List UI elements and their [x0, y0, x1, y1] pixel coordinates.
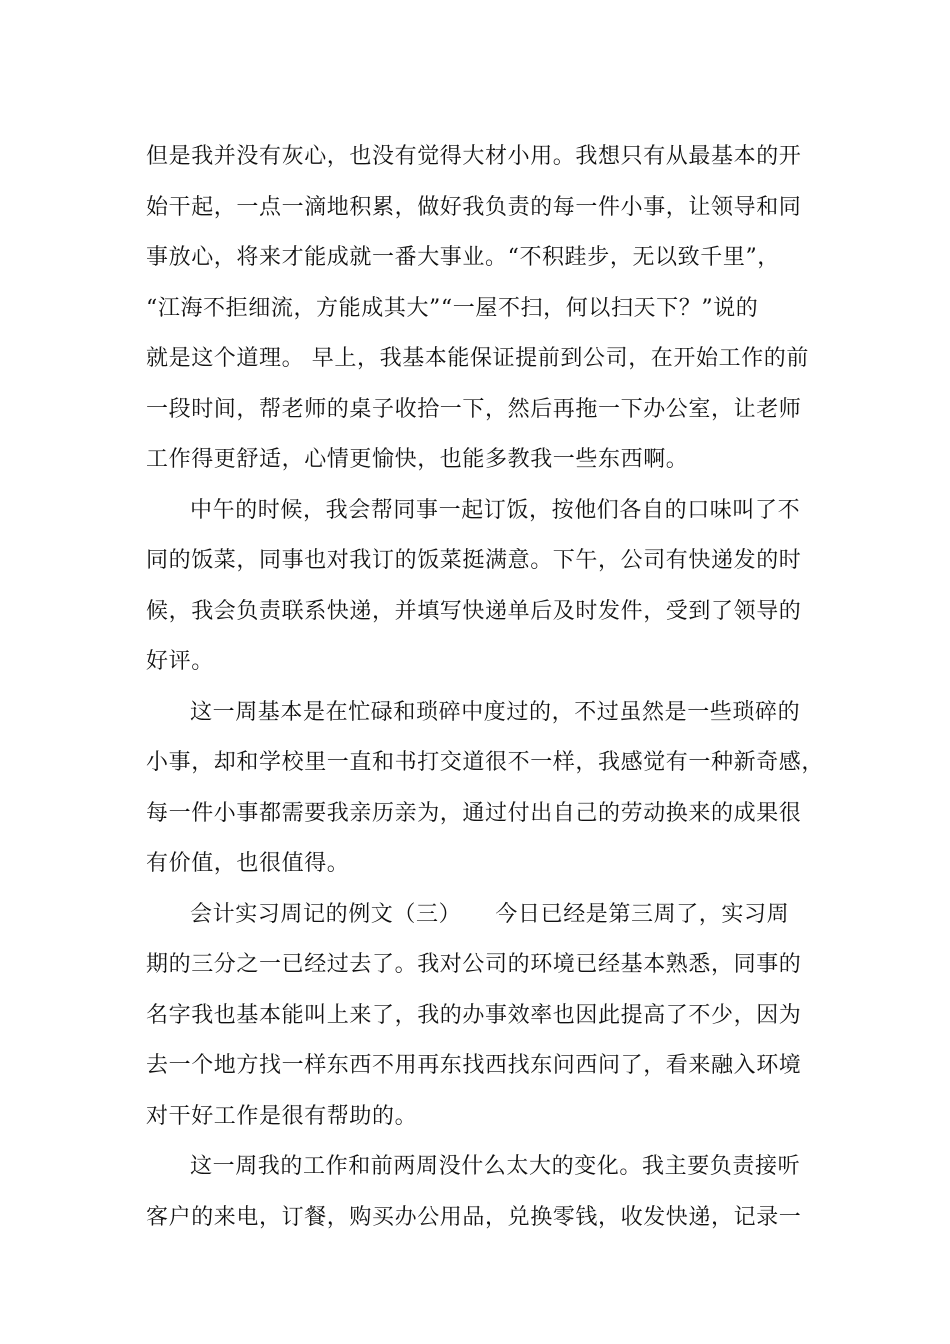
text-line: 一段时间，帮老师的桌子收拾一下，然后再拖一下办公室，让老师 [146, 396, 802, 422]
paragraph-start-line: 中午的时候，我会帮同事一起订饭，按他们各自的口味叫了不 [190, 497, 801, 523]
text-line: 事放心，将来才能成就一番大事业。“不积跬步，无以致千里”， [146, 245, 780, 270]
body-text [146, 132, 825, 1243]
text-line: 好评。 [146, 649, 214, 674]
text-line: 有价值，也很值得。 [146, 851, 350, 876]
paragraph-start-line: 会计实习周记的例文（三） 今日已经是第三周了，实习周 [190, 901, 790, 927]
paragraph-start-line: 这一周我的工作和前两周没什么太大的变化。我主要负责接听 [190, 1154, 801, 1179]
text-line: 去一个地方找一样东西不用再东找西找东问西问了，看来融入环境 [146, 1053, 802, 1078]
text-line: 期的三分之一已经过去了。我对公司的环境已经基本熟悉，同事的 [146, 952, 802, 977]
text-line: 每一件小事都需要我亲历亲为，通过付出自己的劳动换来的成果很 [146, 800, 802, 826]
text-line: “江海不拒细流，方能成其大”“一屋不扫，何以扫天下？”说的 [146, 295, 759, 321]
text-line: 同的饭菜，同事也对我订的饭菜挺满意。下午，公司有快递发的时 [146, 548, 802, 573]
paragraph-start-line: 这一周基本是在忙碌和琐碎中度过的，不过虽然是一些琐碎的 [190, 699, 801, 725]
text-line: 工作得更舒适，心情更愉快，也能多教我一些东西啊。 [146, 447, 689, 472]
text-line: 候，我会负责联系快递，并填写快递单后及时发件，受到了领导的 [146, 598, 802, 624]
text-line: 始干起，一点一滴地积累，做好我负责的每一件小事，让领导和同 [146, 194, 802, 220]
text-line: 客户的来电，订餐，购买办公用品，兑换零钱，收发快递，记录一 [146, 1204, 802, 1230]
text-line: 就是这个道理。 早上，我基本能保证提前到公司，在开始工作的前 [146, 346, 809, 371]
text-line: 名字我也基本能叫上来了，我的办事效率也因此提高了不少，因为 [146, 1002, 802, 1028]
text-line: 但是我并没有灰心，也没有觉得大材小用。我想只有从最基本的开 [146, 144, 802, 169]
text-line: 小事，却和学校里一直和书打交道很不一样，我感觉有一种新奇感， [146, 750, 825, 775]
text-line: 对干好工作是很有帮助的。 [146, 1103, 418, 1129]
